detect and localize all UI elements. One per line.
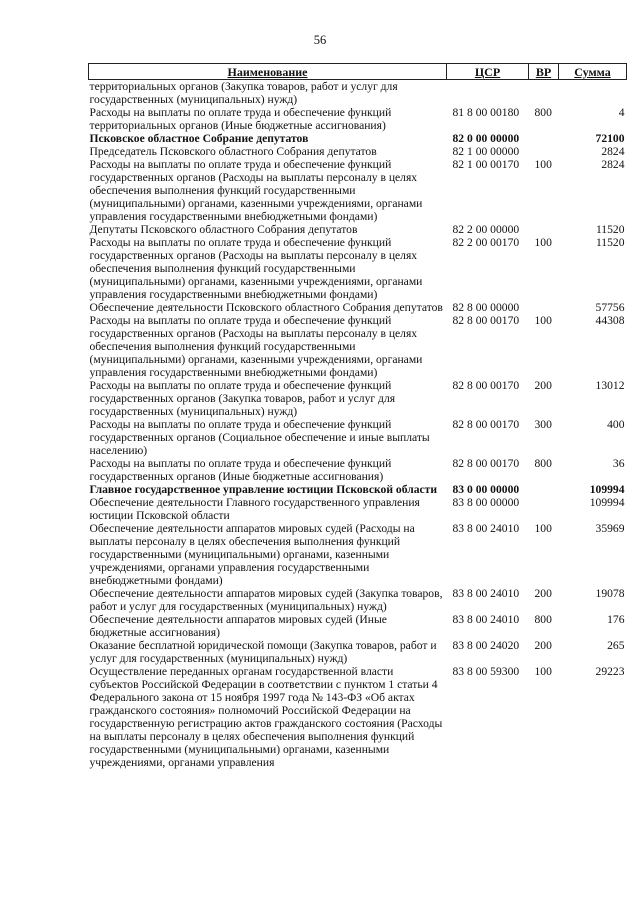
table-row	[89, 301, 627, 314]
row-vr: 100	[534, 158, 552, 171]
table-row	[89, 457, 627, 483]
row-csr: 82 8 00 00170	[452, 314, 520, 327]
row-csr: 83 8 00 00000	[452, 496, 520, 509]
row-sum: 265	[607, 639, 625, 652]
table-row	[89, 496, 627, 522]
row-csr: 82 0 00 00000	[452, 132, 520, 145]
row-name: Депутаты Псковского областного Собрания депутатов	[89, 223, 358, 236]
row-sum: 29223	[595, 665, 625, 678]
table-row	[89, 379, 627, 418]
row-csr: 83 8 00 24010	[452, 613, 520, 626]
row-name: Расходы на выплаты по оплате труда и обеспечение функций государственных органов (Расходы на выплаты персоналу в целях обеспечения выполнения функций государственными (муниципальными) органами, казенными учреждениями, органами управления государственными внебюджетными фондами)	[89, 236, 423, 301]
row-sum: 109994	[589, 483, 625, 496]
table-row	[89, 639, 627, 665]
row-name: Псковское областное Собрание депутатов	[89, 132, 309, 145]
row-sum: 11520	[595, 236, 625, 249]
row-name: Обеспечение деятельности аппаратов мировых судей (Расходы на выплаты персоналу в целях обеспечения выполнения функций государственными (муниципальными) органами, казенными учреждениями, органами управления государственными внебюджетными фондами)	[89, 522, 415, 587]
row-sum: 57756	[595, 301, 625, 314]
row-sum: 2824	[601, 158, 625, 171]
table-row	[89, 106, 627, 132]
row-name: Обеспечение деятельности аппаратов мировых судей (Иные бюджетные ассигнования)	[89, 613, 387, 639]
row-name: Главное государственное управление юстиции Псковской области	[89, 483, 438, 496]
row-vr: 200	[534, 379, 552, 392]
table-row	[89, 80, 627, 107]
row-sum	[559, 80, 627, 107]
table-row	[89, 522, 627, 587]
row-csr: 81 8 00 00180	[452, 106, 520, 119]
row-csr: 82 8 00 00000	[452, 301, 520, 314]
row-vr	[529, 483, 559, 496]
row-vr: 800	[534, 106, 552, 119]
row-sum: 400	[607, 418, 625, 431]
row-sum: 2824	[601, 145, 625, 158]
row-vr	[529, 80, 559, 107]
row-csr: 82 2 00 00170	[452, 236, 520, 249]
table-row	[89, 665, 627, 769]
row-csr: 82 8 00 00170	[452, 418, 520, 431]
row-sum: 35969	[595, 522, 625, 535]
row-vr	[529, 132, 559, 145]
row-vr: 300	[534, 418, 552, 431]
row-vr: 800	[534, 613, 552, 626]
row-vr	[529, 301, 559, 314]
row-csr: 83 8 00 59300	[452, 665, 520, 678]
row-name: Обеспечение деятельности Псковского областного Собрания депутатов	[89, 301, 443, 314]
header-csr: ЦСР	[447, 64, 529, 80]
row-vr: 100	[534, 665, 552, 678]
row-name: Расходы на выплаты по оплате труда и обеспечение функций государственных органов (Расходы на выплаты персоналу в целях обеспечения выполнения функций государственными (муниципальными) органами, казенными учреждениями, органами управления государственными внебюджетными фондами)	[89, 314, 423, 379]
row-vr	[529, 223, 559, 236]
row-sum: 36	[612, 457, 625, 470]
table-body	[89, 80, 627, 770]
row-csr: 83 8 00 24010	[452, 522, 520, 535]
row-name: Осуществление переданных органам государственной власти субъектов Российской Федерации в соответствии с пунктом 1 статьи 4 Федерального закона от 15 ноября 1997 года № 143-ФЗ «Об актах гражданского состояния» полномочий Российской Федерации на государственную регистрацию актов гражданского состояния (Расходы на выплаты персоналу в целях обеспечения выполнения функций государственными (муниципальными) органами, казенными учреждениями, органами управления	[89, 665, 443, 769]
row-sum: 176	[607, 613, 625, 626]
row-sum: 13012	[595, 379, 625, 392]
row-csr: 82 1 00 00000	[452, 145, 520, 158]
row-csr: 83 0 00 00000	[452, 483, 520, 496]
table-row	[89, 613, 627, 639]
table-row	[89, 587, 627, 613]
table-row	[89, 418, 627, 457]
row-name: территориальных органов (Закупка товаров, работ и услуг для государственных (муниципальных) нужд)	[89, 80, 447, 107]
row-name: Обеспечение деятельности аппаратов мировых судей (Закупка товаров, работ и услуг для государственных (муниципальных) нужд)	[89, 587, 443, 613]
row-vr	[529, 496, 559, 522]
row-csr: 83 8 00 24010	[452, 587, 520, 600]
page-number: 56	[313, 33, 327, 47]
header-vr: ВР	[529, 64, 559, 80]
row-sum: 109994	[589, 496, 625, 509]
row-name: Расходы на выплаты по оплате труда и обеспечение функций государственных органов (Расходы на выплаты персоналу в целях обеспечения выполнения функций государственными (муниципальными) органами, казенными учреждениями, органами управления государственными внебюджетными фондами)	[89, 158, 423, 223]
row-sum: 11520	[595, 223, 625, 236]
row-csr: 82 2 00 00000	[452, 223, 520, 236]
row-csr: 82 1 00 00170	[452, 158, 520, 171]
row-vr: 100	[534, 314, 552, 327]
row-csr: 83 8 00 24020	[452, 639, 520, 652]
row-vr: 100	[534, 236, 552, 249]
row-name: Расходы на выплаты по оплате труда и обеспечение функций территориальных органов (Иные бюджетные ассигнования)	[89, 106, 392, 132]
header-name: Наименование	[89, 64, 447, 80]
row-sum: 19078	[595, 587, 625, 600]
budget-table	[88, 63, 627, 769]
table-row	[89, 145, 627, 158]
row-name: Расходы на выплаты по оплате труда и обеспечение функций государственных органов (Социальное обеспечение и иные выплаты населению)	[89, 418, 430, 457]
row-csr	[447, 80, 529, 107]
row-vr: 800	[534, 457, 552, 470]
row-sum: 72100	[595, 132, 625, 145]
row-csr: 82 8 00 00170	[452, 457, 520, 470]
row-name: Расходы на выплаты по оплате труда и обеспечение функций государственных органов (Иные бюджетные ассигнования)	[89, 457, 392, 483]
table-row	[89, 483, 627, 496]
table-header-row	[89, 64, 627, 80]
table-row	[89, 132, 627, 145]
table-row	[89, 314, 627, 379]
row-csr: 82 8 00 00170	[452, 379, 520, 392]
row-name: Обеспечение деятельности Главного государственного управления юстиции Псковской области	[89, 496, 420, 522]
row-vr: 200	[534, 587, 552, 600]
row-vr	[529, 145, 559, 158]
row-vr: 100	[534, 522, 552, 535]
row-name: Оказание бесплатной юридической помощи (Закупка товаров, работ и услуг для государственных (муниципальных) нужд)	[89, 639, 437, 665]
row-sum: 44308	[595, 314, 625, 327]
table-row	[89, 158, 627, 223]
row-vr: 200	[534, 639, 552, 652]
table-row	[89, 236, 627, 301]
row-sum: 4	[618, 106, 625, 119]
header-sum: Сумма	[559, 64, 627, 80]
row-name: Председатель Псковского областного Собрания депутатов	[89, 145, 377, 158]
row-name: Расходы на выплаты по оплате труда и обеспечение функций государственных органов (Закупка товаров, работ и услуг для государственных (муниципальных) нужд)	[89, 379, 396, 418]
table-row	[89, 223, 627, 236]
